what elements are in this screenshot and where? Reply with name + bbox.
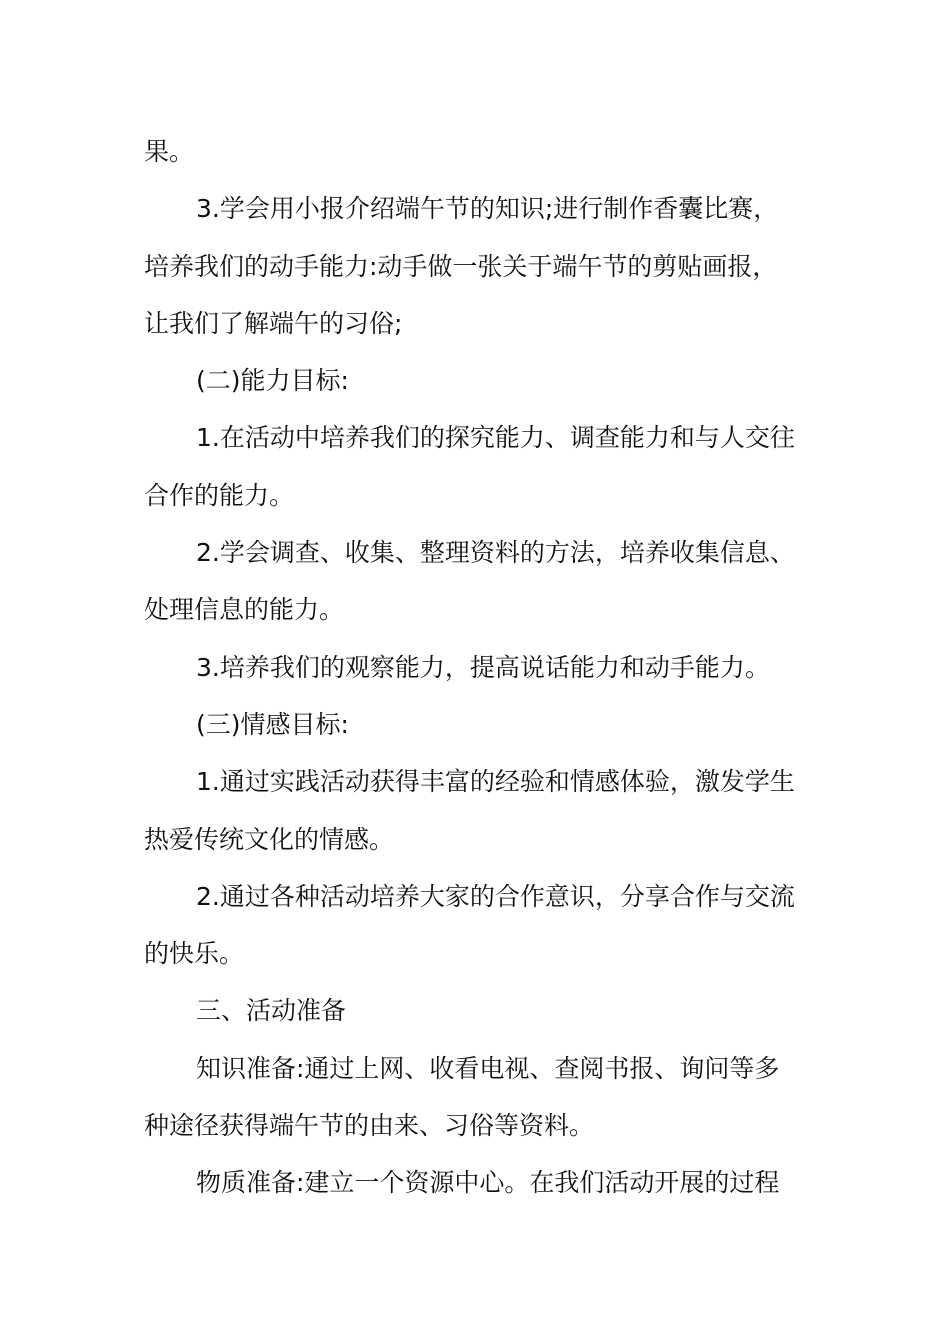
- text-line: 的快乐。: [144, 939, 245, 969]
- text-line: 物质准备:建立一个资源中心。在我们活动开展的过程: [196, 1168, 780, 1198]
- text-line: 培养我们的动手能力:动手做一张关于端午节的剪贴画报，: [144, 251, 778, 281]
- text-line: 1.在活动中培养我们的探究能力、调查能力和与人交往: [196, 423, 795, 453]
- text-line: 果。: [144, 137, 195, 166]
- text-line: 热爱传统文化的情感。: [144, 824, 395, 854]
- text-line: 2.通过各种活动培养大家的合作意识，分享合作与交流: [196, 881, 795, 911]
- text-line: 1.通过实践活动获得丰富的经验和情感体验，激发学生: [196, 767, 795, 797]
- text-line: 种途径获得端午节的由来、习俗等资料。: [144, 1111, 595, 1141]
- text-line: 处理信息的能力。: [144, 595, 345, 625]
- text-line: 3.学会用小报介绍端午节的知识;进行制作香囊比赛，: [196, 194, 779, 224]
- text-line: 合作的能力。: [144, 480, 295, 510]
- text-line: 让我们了解端午的习俗;: [144, 308, 403, 338]
- text-line: 3.培养我们的观察能力，提高说话能力和动手能力。: [196, 652, 770, 682]
- text-line: 2.学会调查、收集、整理资料的方法，培养收集信息、: [196, 538, 795, 568]
- section-heading: (三)情感目标:: [196, 709, 349, 739]
- text-line: 知识准备:通过上网、收看电视、查阅书报、询问等多: [196, 1053, 780, 1083]
- section-heading: (二)能力目标:: [196, 366, 349, 396]
- document-body: [144, 123, 809, 1212]
- section-heading: 三、活动准备: [196, 996, 347, 1026]
